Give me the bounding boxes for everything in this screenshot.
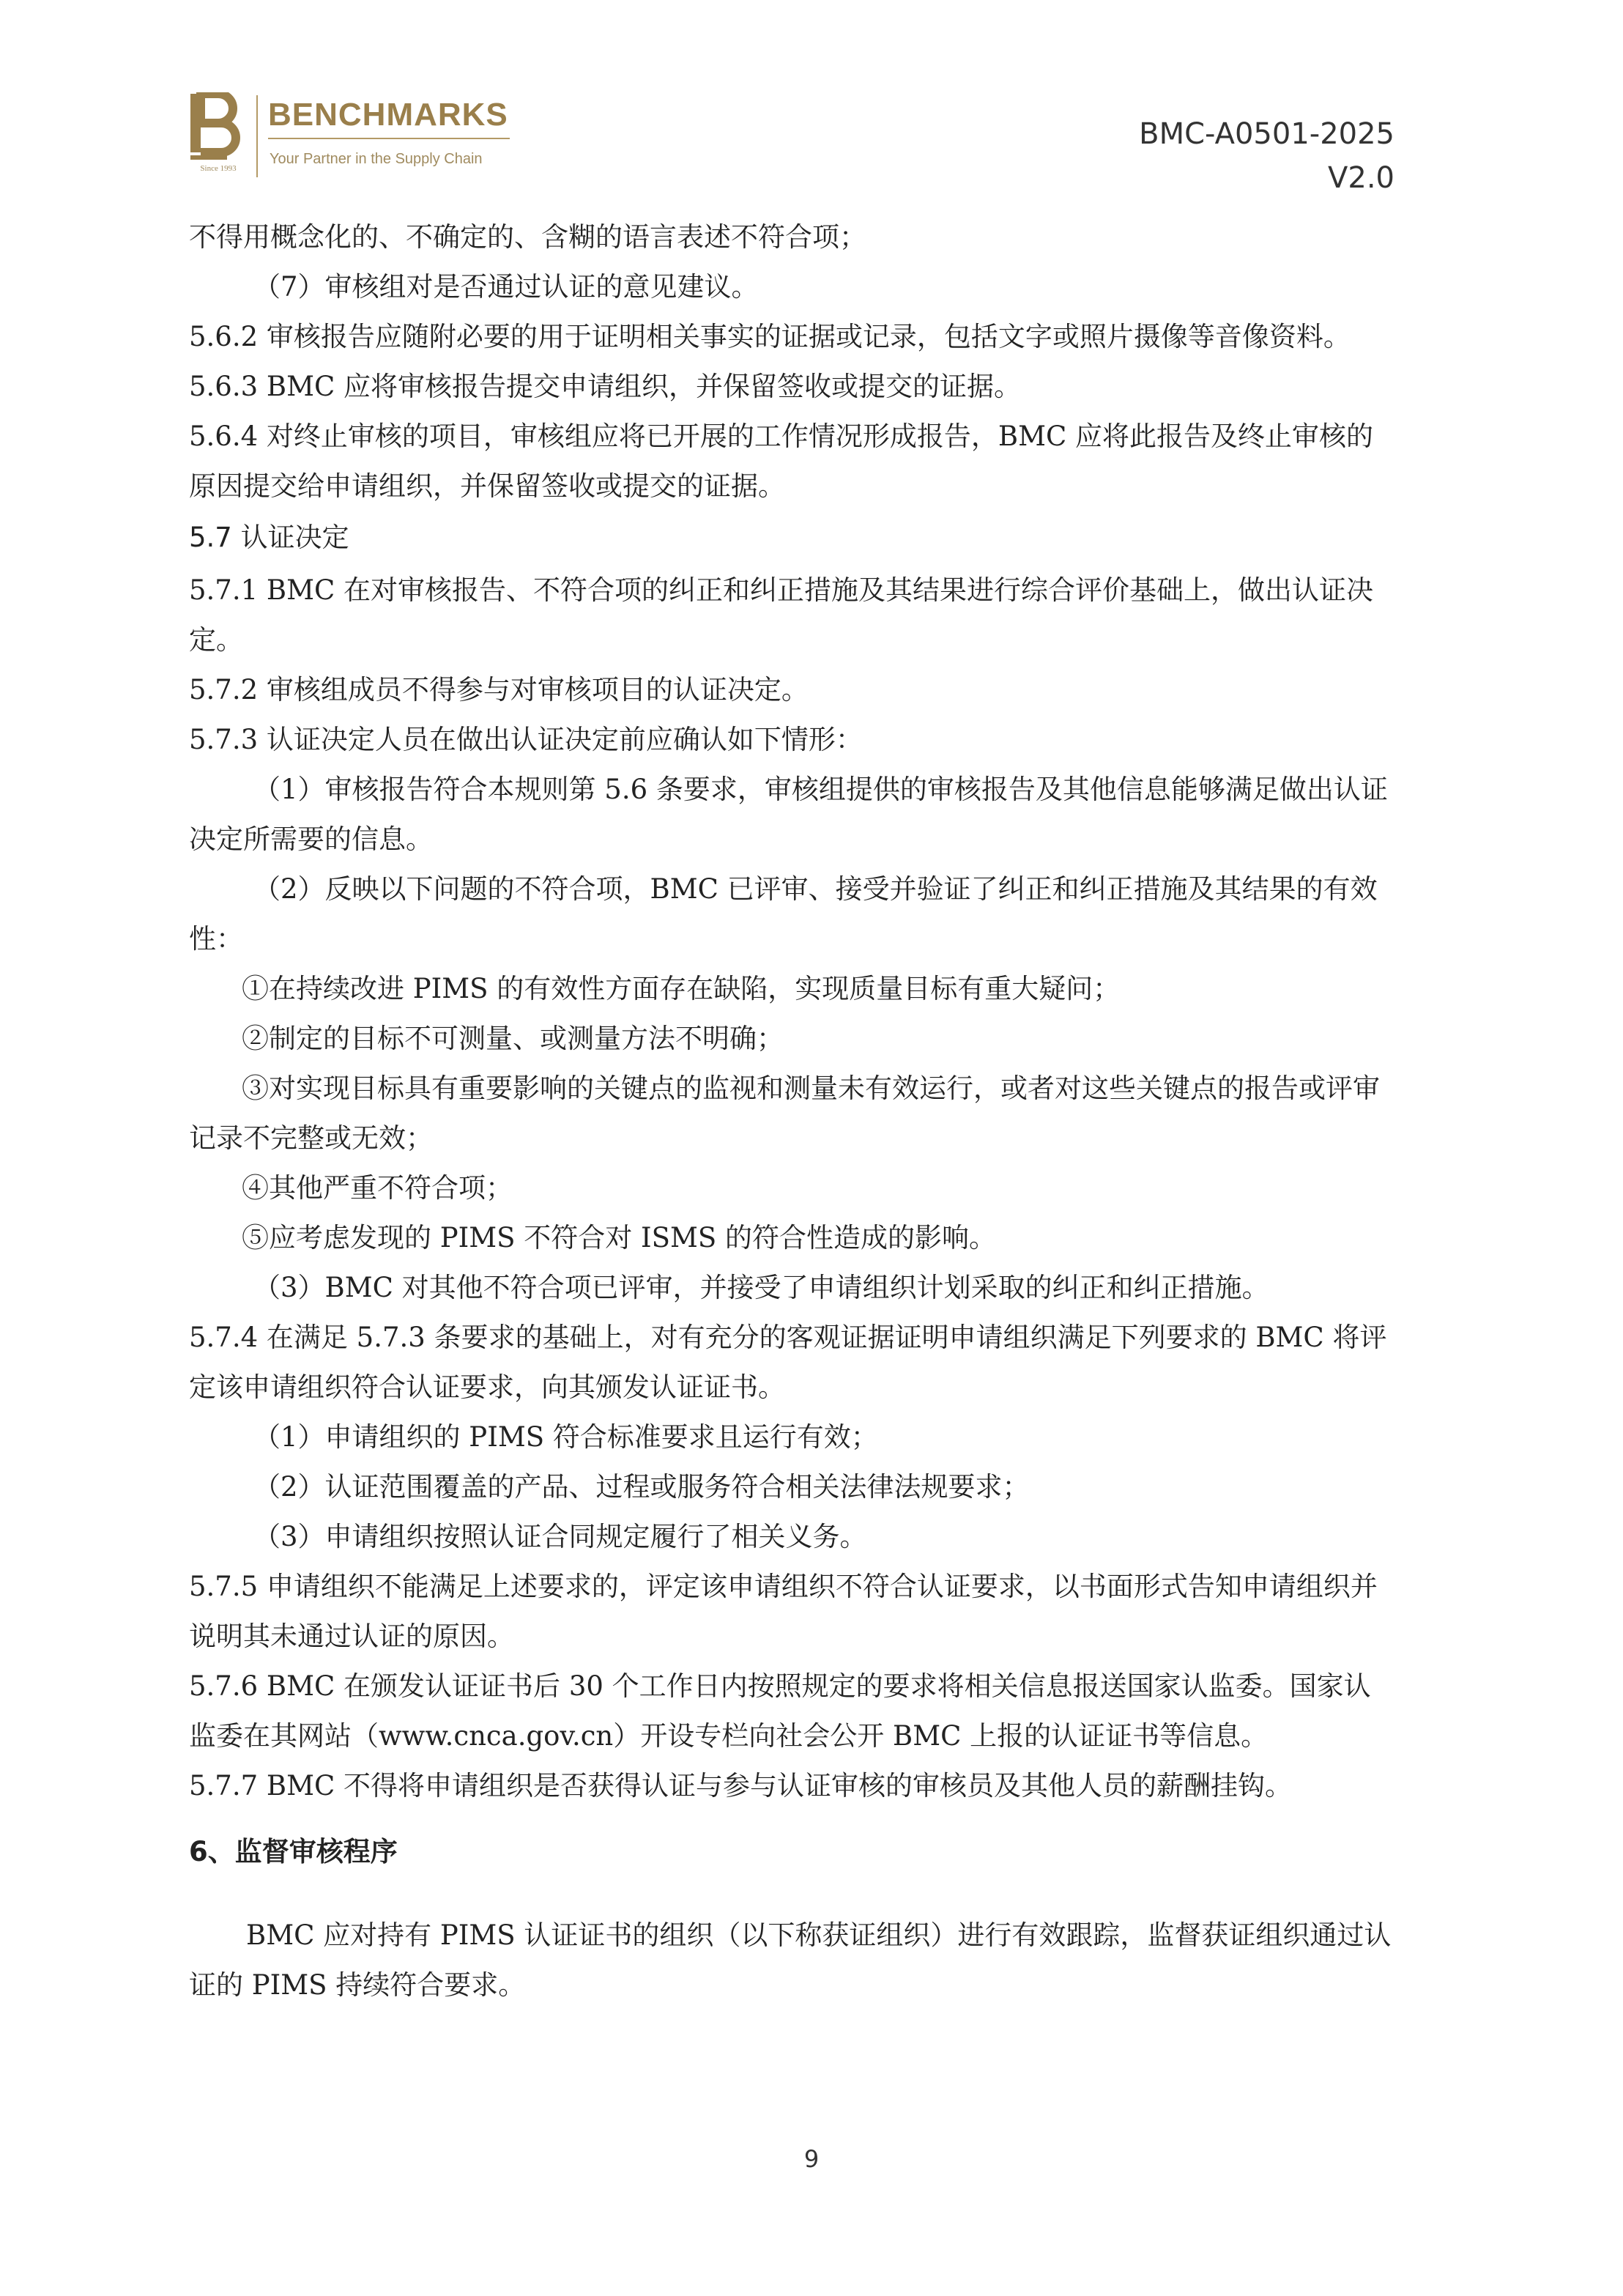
clause-5-7-4: 5.7.4 在满足 5.7.3 条要求的基础上，对有充分的客观证据证明申请组织满足下列要求的 BMC 将评定该申请组织符合认证要求，向其颁发认证证书。 [189, 1322, 1387, 1403]
paragraph: 不得用概念化的、不确定的、含糊的语言表述不符合项； [189, 221, 866, 253]
clause-5-7-2: 5.7.2 审核组成员不得参与对审核项目的认证决定。 [189, 674, 809, 706]
clause-5-6-2: 5.6.2 审核报告应随附必要的用于证明相关事实的证据或记录，包括文字或照片摄像等音像资料。 [189, 321, 1351, 352]
clause-5-7-7: 5.7.7 BMC 不得将申请组织是否获得认证与参与认证审核的审核员及其他人员的薪酬挂钩。 [189, 1770, 1293, 1801]
section-heading-5-7: 5.7 认证决定 [189, 522, 349, 553]
document-code: BMC-A0501-2025 [1139, 117, 1394, 151]
logo-tagline: Your Partner in the Supply Chain [270, 151, 483, 167]
logo-name: BENCHMARKS [268, 97, 508, 133]
clause-5-6-4: 5.6.4 对终止审核的项目，审核组应将已开展的工作情况形成报告，BMC 应将此报告及终止审核的原因提交给申请组织，并保留签收或提交的证据。 [189, 421, 1374, 502]
sub-list-item: ④其他严重不符合项； [242, 1172, 513, 1204]
sub-list-item: ②制定的目标不可测量、或测量方法不明确； [242, 1023, 784, 1054]
list-item: （7）审核组对是否通过认证的意见建议。 [253, 271, 759, 303]
list-item: （2）认证范围覆盖的产品、过程或服务符合相关法律法规要求； [253, 1471, 1030, 1503]
list-item: （1）申请组织的 PIMS 符合标准要求且运行有效； [253, 1421, 878, 1453]
section-heading-6: 6、监督审核程序 [189, 1836, 398, 1867]
paragraph: BMC 应对持有 PIMS 认证证书的组织（以下称获证组织）进行有效跟踪，监督获证组织通过认证的 PIMS 持续符合要求。 [189, 1919, 1392, 2001]
page-number: 9 [803, 2145, 820, 2173]
logo-since: Since 1993 [200, 164, 237, 173]
clause-5-6-3: 5.6.3 BMC 应将审核报告提交申请组织，并保留签收或提交的证据。 [189, 371, 1022, 402]
logo-rule [268, 138, 510, 139]
list-item: （3）BMC 对其他不符合项已评审，并接受了申请组织计划采取的纠正和纠正措施。 [253, 1272, 1269, 1303]
list-item: （3）申请组织按照认证合同规定履行了相关义务。 [253, 1521, 867, 1552]
sub-list-item: ③对实现目标具有重要影响的关键点的监视和测量未有效运行，或者对这些关键点的报告或评审记录不完整或无效； [189, 1073, 1380, 1154]
benchmarks-logo-icon [189, 92, 240, 166]
list-item: （2）反映以下问题的不符合项，BMC 已评审、接受并验证了纠正和纠正措施及其结果的有效性： [189, 873, 1378, 955]
clause-5-7-1: 5.7.1 BMC 在对审核报告、不符合项的纠正和纠正措施及其结果进行综合评价基础上，做出认证决定。 [189, 574, 1374, 656]
clause-5-7-6: 5.7.6 BMC 在颁发认证证书后 30 个工作日内按照规定的要求将相关信息报送国家认监委。国家认监委在其网站（www.cnca.gov.cn）开设专栏向社会公开 BMC 上报的认证证书等信息。 [189, 1670, 1371, 1752]
clause-5-7-5: 5.7.5 申请组织不能满足上述要求的，评定该申请组织不符合认证要求，以书面形式告知申请组织并说明其未通过认证的原因。 [189, 1571, 1378, 1652]
benchmarks-logo [189, 92, 511, 180]
sub-list-item: ⑤应考虑发现的 PIMS 不符合对 ISMS 的符合性造成的影响。 [242, 1222, 996, 1253]
list-item: （1）审核报告符合本规则第 5.6 条要求，审核组提供的审核报告及其他信息能够满足做出认证决定所需要的信息。 [189, 774, 1388, 855]
sub-list-item: ①在持续改进 PIMS 的有效性方面存在缺陷，实现质量目标有重大疑问； [242, 973, 1121, 1004]
clause-5-7-3: 5.7.3 认证决定人员在做出认证决定前应确认如下情形： [189, 724, 863, 755]
logo-divider [256, 95, 258, 177]
document-body [189, 212, 1394, 2010]
document-version: V2.0 [1328, 161, 1394, 195]
